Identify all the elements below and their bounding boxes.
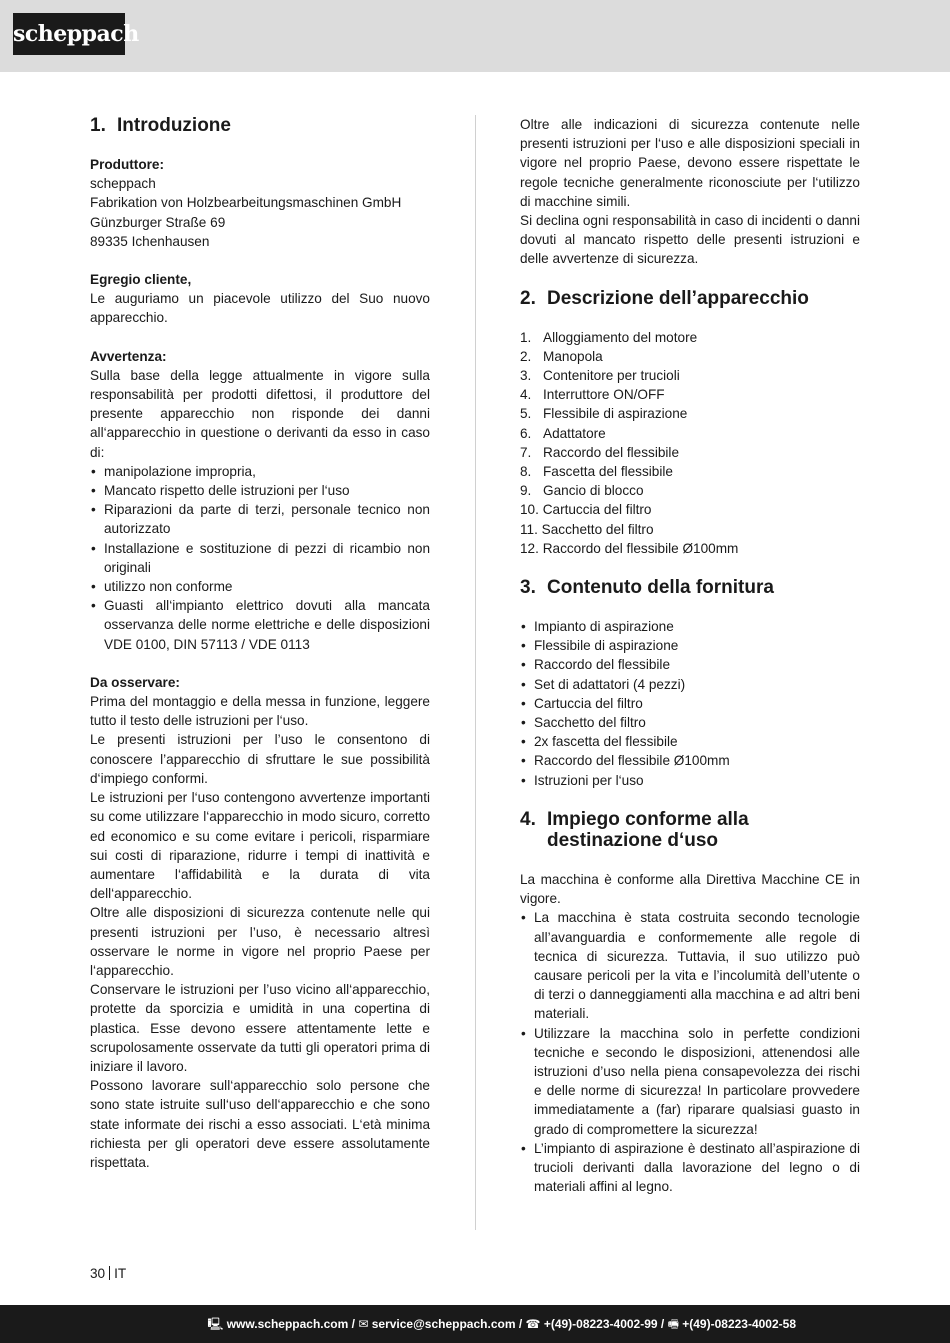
email-icon: ✉ bbox=[358, 1317, 369, 1331]
list-item: 3. Contenitore per trucioli bbox=[520, 368, 680, 384]
section-heading-description bbox=[520, 288, 860, 309]
greeting-text: Le auguriamo un piacevole utilizzo del Suo nuovo apparecchio. bbox=[90, 291, 430, 326]
footer-website-link[interactable]: www.scheppach.com bbox=[226, 1317, 349, 1331]
footer-phone: +(49)-08223-4002-99 bbox=[543, 1317, 658, 1331]
list-item: • Utilizzare la macchina solo in perfette condizioni tecniche e secondo le disposizioni, attenendosi alle istruzioni d’uso nella piena consapevolezza dei rischi e delle norme di sicurezza! In particolare provvedere immediatamente a (far) riparare qualsiasi guasto in grado di compromettere la sicurezza! bbox=[520, 1024, 860, 1139]
page-number: 30 IT bbox=[90, 1266, 127, 1281]
observe-paragraph: Possono lavorare sull‘apparecchio solo persone che sono state istruite sull‘uso dell‘apparecchio e che sono state informate dei rischi a esso associati. L‘età minima richiesta per gli operatori deve essere assolutamente rispettata. bbox=[90, 1078, 430, 1170]
list-item: • Set di adattatori (4 pezzi) bbox=[520, 675, 860, 694]
list-item: 8. Fascetta del flessibile bbox=[520, 464, 673, 480]
list-item: • L’impianto di aspirazione è destinato all’aspirazione di trucioli derivanti dalla lavorazione del legno o di materiali affini al legno. bbox=[520, 1139, 860, 1197]
list-item: • Impianto di aspirazione bbox=[520, 617, 860, 636]
section-number: 2. bbox=[520, 287, 536, 309]
list-item: 4. Interruttore ON/OFF bbox=[520, 387, 665, 403]
liability-paragraph: Si declina ogni responsabilità in caso di incidenti o danni dovuti al mancato rispetto delle presenti istruzioni e delle avvertenze di sicurezza. bbox=[520, 213, 860, 267]
left-column bbox=[90, 115, 430, 1172]
section-number: 3. bbox=[520, 577, 536, 599]
producer-line: Fabrikation von Holzbearbeitungsmaschinen GmbH bbox=[90, 195, 402, 211]
producer-line: 89335 Ichenhausen bbox=[90, 233, 210, 249]
list-item: • utilizzo non conforme bbox=[90, 577, 430, 596]
scheppach-logo: scheppach bbox=[13, 13, 125, 55]
warning-list bbox=[90, 462, 430, 654]
list-item: • Sacchetto del filtro bbox=[520, 713, 860, 732]
observe-paragraph: Oltre alle disposizioni di sicurezza contenute nelle qui presenti istruzioni per l’uso, è necessario altresì osservare le norme in vigore nel proprio Paese per l‘apparecchio. bbox=[90, 905, 430, 978]
list-item: 9. Gancio di blocco bbox=[520, 483, 644, 499]
list-item: • Raccordo del flessibile Ø100mm bbox=[520, 751, 860, 770]
footer-email-link[interactable]: service@scheppach.com bbox=[371, 1317, 516, 1331]
greeting-label: Egregio cliente, bbox=[90, 272, 192, 288]
list-item: 2. Manopola bbox=[520, 348, 603, 364]
producer-label: Produttore: bbox=[90, 157, 165, 172]
safety-paragraph: Oltre alle indicazioni di sicurezza contenute nelle presenti istruzioni per l‘uso e alle disposizioni speciali in vigore nel proprio Paese, devono essere rispettate le regole tecniche generalmente riconosciute per l‘utilizzo di macchine simili. bbox=[520, 117, 860, 209]
list-item: • Istruzioni per l‘uso bbox=[520, 771, 860, 790]
contents-list bbox=[520, 617, 860, 790]
observe-paragraph: Le istruzioni per l‘uso contengono avvertenze importanti su come utilizzare l‘apparecchio in modo sicuro, corretto ed economico e su come evitare i pericoli, risparmiare sui costi di riparazione, ridurre i tempi di inattività e aumentare l‘affidabilità e la durata di vita dell‘apparecchio. bbox=[90, 790, 430, 902]
section-number: 1. bbox=[90, 115, 106, 136]
footer-fax: +(49)-08223-4002-58 bbox=[682, 1317, 796, 1331]
observe-paragraph: Conservare le istruzioni per l’uso vicino all‘apparecchio, protette da sporcizia e umidità in una copertina di plastica. Esse devono essere attentamente lette e scrupolosamente osservate da tutti gli operatori prima di iniziare il lavoro. bbox=[90, 982, 430, 1074]
producer-line: Günzburger Straße 69 bbox=[90, 214, 226, 230]
computer-icon: 🖳 bbox=[207, 1317, 224, 1331]
right-column bbox=[520, 115, 860, 1196]
list-item: 1. Alloggiamento del motore bbox=[520, 329, 698, 345]
fax-icon: 🖷 bbox=[667, 1317, 679, 1331]
footer-bar: 🖳 www.scheppach.com / ✉ service@scheppach.com / ☎ +(49)-08223-4002-99 / 🖷 +(49)-08223-4002-58 bbox=[0, 1305, 950, 1343]
use-intro: La macchina è conforme alla Direttiva Macchine CE in vigore. bbox=[520, 871, 860, 907]
warning-text: Sulla base della legge attualmente in vigore sulla responsabilità per prodotti difettosi, il produttore del presente apparecchio non risponde dei danni all‘apparecchio in questione o derivanti da esso in caso di: bbox=[90, 367, 430, 460]
observe-paragraph: Le presenti istruzioni per l’uso le consentono di conoscere l’apparecchio di sfruttare le sue possibilità d‘impiego conformi. bbox=[90, 732, 430, 786]
observe-label: Da osservare: bbox=[90, 674, 180, 690]
list-item: • manipolazione impropria, bbox=[90, 462, 430, 481]
header-bar bbox=[0, 0, 950, 72]
list-item: • Guasti all‘impianto elettrico dovuti alla mancata osservanza delle norme elettriche e delle disposizioni VDE 0100, DIN 57113 / VDE 0113 bbox=[90, 596, 430, 654]
warning-label: Avvertenza: bbox=[90, 348, 167, 364]
page-number-separator bbox=[109, 1266, 110, 1280]
list-item: 7. Raccordo del flessibile bbox=[520, 444, 680, 460]
list-item: • 2x fascetta del flessibile bbox=[520, 732, 860, 751]
list-item: • Mancato rispetto delle istruzioni per l‘uso bbox=[90, 481, 430, 500]
list-item: 12. Raccordo del flessibile Ø100mm bbox=[520, 540, 739, 556]
list-item: • Flessibile di aspirazione bbox=[520, 636, 860, 655]
section-title: Contenuto della fornitura bbox=[547, 577, 774, 599]
section-title-line: Impiego conforme alla bbox=[547, 808, 749, 830]
section-title: Descrizione dell’apparecchio bbox=[547, 287, 809, 309]
observe-paragraph: Prima del montaggio e della messa in funzione, leggere tutto il testo delle istruzioni per l‘uso. bbox=[90, 694, 430, 729]
list-item: • La macchina è stata costruita secondo tecnologie all’avanguardia e conformemente alle regole di tecnica di sicurezza. Tuttavia, il suo utilizzo può causare pericoli per la vita e l’incolumità dell’utente o di terzi o danneggiamenti alla macchina e ad altri beni materiali. bbox=[520, 908, 860, 1023]
list-item: 5. Flessibile di aspirazione bbox=[520, 406, 688, 422]
section-title: Introduzione bbox=[117, 115, 231, 136]
use-list bbox=[520, 908, 860, 1196]
list-item: 11. Sacchetto del filtro bbox=[520, 521, 654, 537]
list-item: • Installazione e sostituzione di pezzi di ricambio non originali bbox=[90, 539, 430, 577]
list-item: • Raccordo del flessibile bbox=[520, 655, 860, 674]
column-divider bbox=[475, 115, 476, 1230]
parts-list bbox=[520, 328, 860, 558]
list-item: • Cartuccia del filtro bbox=[520, 694, 860, 713]
list-item: 6. Adattatore bbox=[520, 425, 606, 441]
section-heading-introduction bbox=[90, 115, 430, 136]
section-number: 4. bbox=[520, 808, 536, 830]
section-title-line: destinazione d‘uso bbox=[547, 829, 719, 851]
list-item: 10. Cartuccia del filtro bbox=[520, 502, 652, 518]
phone-icon: ☎ bbox=[525, 1317, 541, 1331]
section-heading-intended-use bbox=[520, 809, 860, 851]
producer-line: scheppach bbox=[90, 176, 156, 192]
section-heading-contents bbox=[520, 577, 860, 598]
list-item: • Riparazioni da parte di terzi, personale tecnico non autorizzato bbox=[90, 500, 430, 538]
